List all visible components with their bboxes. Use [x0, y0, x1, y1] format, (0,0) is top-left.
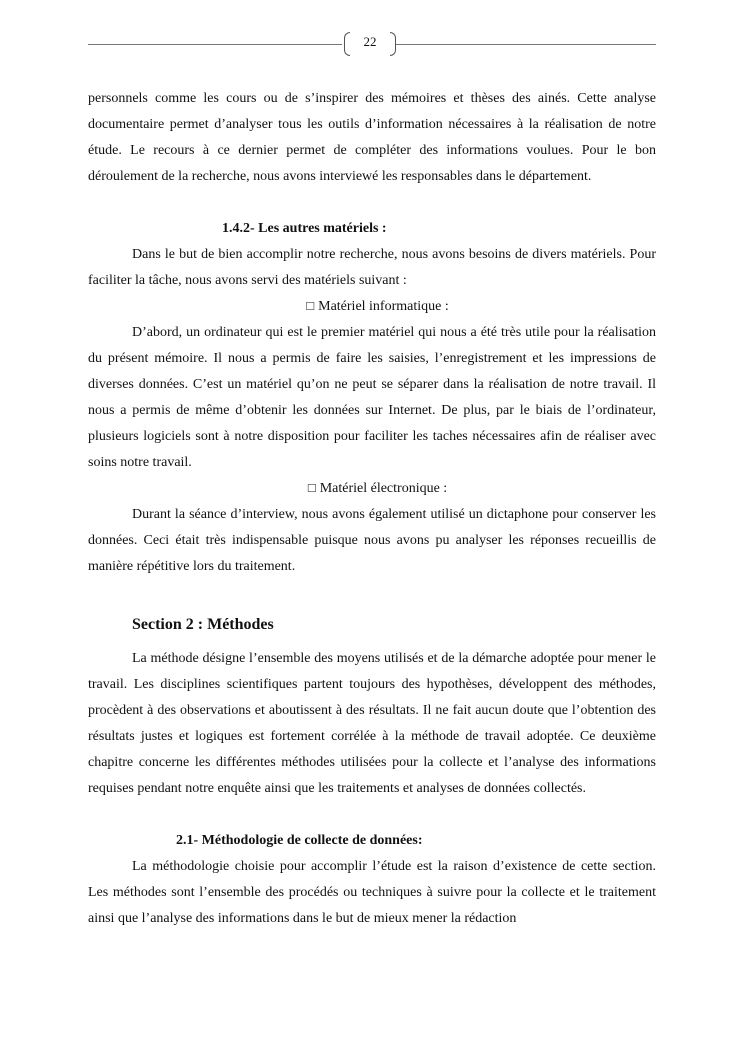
paragraph: La méthode désigne l’ensemble des moyens utilisés et de la démarche adoptée pour mener le travail. Les disciplines scientifiques partent toujours des hypothèses, développent des méthodes, procèdent à des observations et aboutissent à des résultats. Il ne fait aucun doute que l’obtention des résultats justes et logiques est fortement corrélée à la méthode de travail adoptée. Ce deuxième chapitre concerne les différentes méthodes utilisées pour la collecte et l’analyse des informations requises pendant notre enquête ainsi que les traitements et analyses de données collectés. — [88, 651, 656, 796]
bullet-text: Matériel électronique : — [319, 481, 448, 496]
page-header — [88, 30, 656, 60]
bullet-text: Matériel informatique : — [318, 299, 449, 314]
paragraph: D’abord, un ordinateur qui est le premier matériel qui nous a été très utile pour la réalisation du présent mémoire. Il nous a permis de faire les saisies, l’enregistrement et les impressions de diverses données. C’est un matériel qu’on ne peut se séparer dans la réalisation de notre travail. Il nous a permis de même d’obtenir les données sur Internet. De plus, par le biais de l’ordinateur, plusieurs logiciels sont à notre disposition pour faciliter les taches nécessaires afin de réaliser avec soins notre travail. — [88, 325, 656, 470]
paragraph: La méthodologie choisie pour accomplir l’étude est la raison d’existence de cette section. Les méthodes sont l’ensemble des procédés ou techniques à suivre pour la collecte et le traitement ainsi que l’analyse des informations dans le but de mieux mener la rédaction — [88, 859, 656, 926]
page-number: 22 — [363, 34, 377, 49]
paragraph: Durant la séance d’interview, nous avons également utilisé un dictaphone pour conserver les données. Ceci était très indispensable puisque nous avons pu analyser les réponses recueillis de manière répétitive lors du traitement. — [88, 507, 656, 574]
bullet-item — [88, 476, 656, 502]
subheading-1-4-2: 1.4.2- Les autres matériels : — [222, 221, 387, 236]
header-rule-left — [88, 44, 342, 45]
section-heading: Section 2 : Méthodes — [132, 616, 274, 633]
bullet-box-icon: ☐ — [305, 300, 316, 313]
bullet-box-icon: ☐ — [306, 482, 317, 495]
paragraph: personnels comme les cours ou de s’inspirer des mémoires et thèses des ainés. Cette analyse documentaire permet d’analyser tous les outils d’information nécessaires à la réalisation de notre étude. Le recours à ce dernier permet de compléter des informations voulues. Pour le bon déroulement de la recherche, nous avons interviewé les responsables dans le département. — [88, 91, 656, 184]
subheading-2-1: 2.1- Méthodologie de collecte de données: — [176, 833, 423, 848]
header-rule-right — [396, 44, 656, 45]
paragraph: Dans le but de bien accomplir notre recherche, nous avons besoins de divers matériels. Pour faciliter la tâche, nous avons servi des matériels suivant : — [88, 247, 656, 288]
bullet-item — [88, 294, 656, 320]
document-body — [88, 86, 656, 932]
